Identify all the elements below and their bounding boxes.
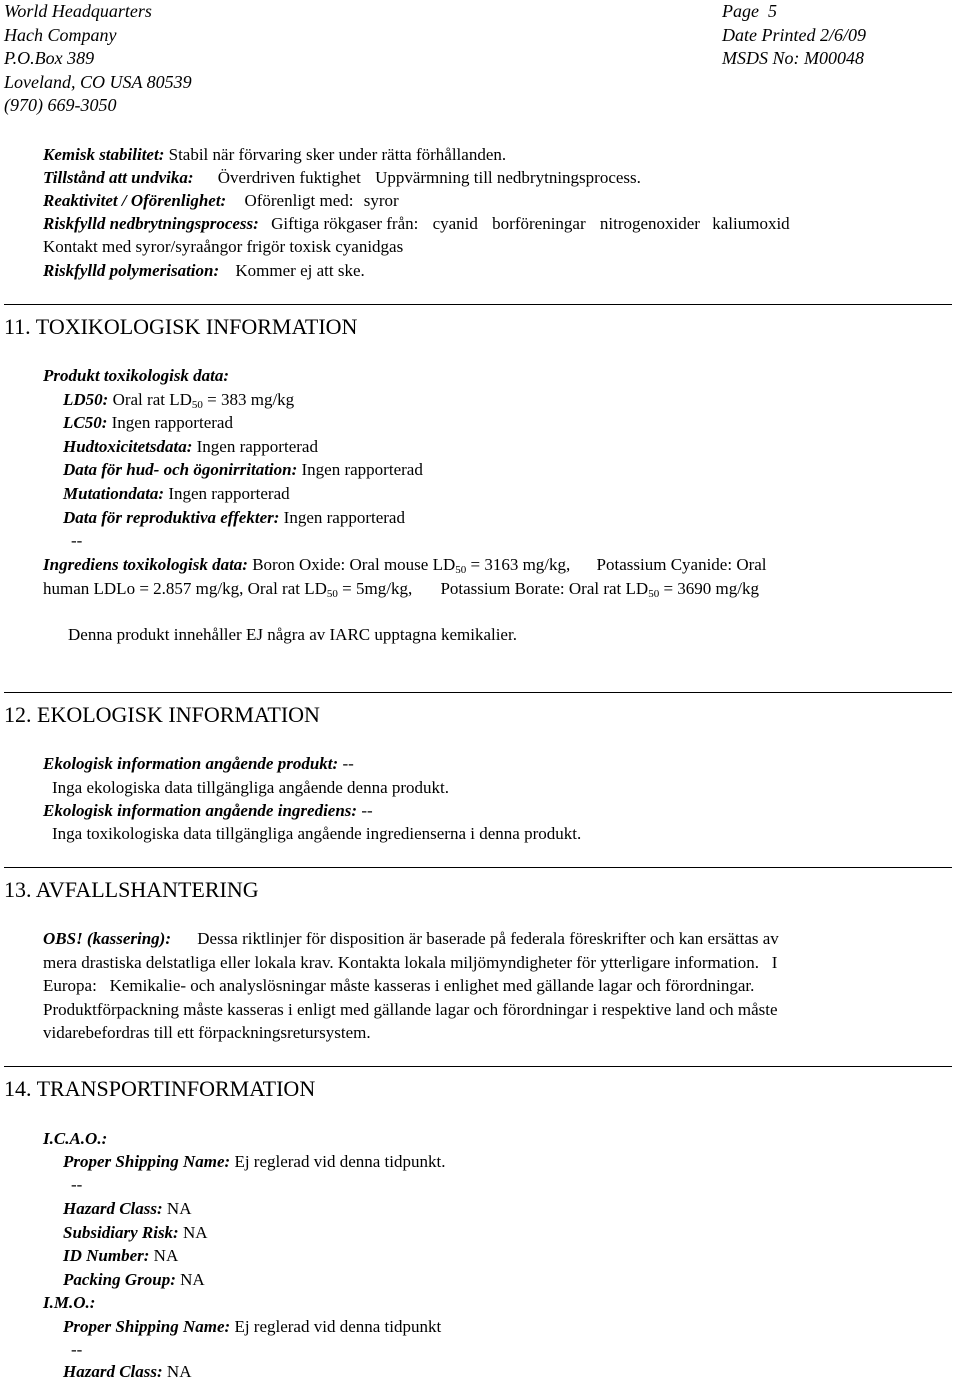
company-line-5: (970) 669-3050 [4, 95, 117, 115]
avoid-value-2: Uppvärmning till nedbrytningsprocess. [375, 168, 641, 187]
icao-label: I.C.A.O.: [43, 1129, 108, 1148]
eco-product-text: Inga ekologiska data tillgängliga angående denna produkt. [52, 778, 450, 797]
ld50-label: LD50: [63, 390, 109, 409]
irrit-label: Data för hud- och ögonirritation: [63, 460, 298, 479]
icao-id-label: ID Number: [63, 1246, 150, 1265]
icao-packing-value: NA [180, 1270, 205, 1289]
irrit-value: Ingen rapporterad [301, 460, 423, 479]
avoid-value-1: Överdriven fuktighet [217, 168, 361, 187]
msds-number: MSDS No: M00048 [722, 48, 864, 68]
imo-psn-line [63, 1315, 441, 1339]
imo-psn-label: Proper Shipping Name: [63, 1317, 231, 1336]
obs-label: OBS! (kassering): [43, 929, 171, 948]
hud-line [63, 435, 318, 459]
imo-hazard-label: Hazard Class: [63, 1362, 163, 1381]
company-line-2: Hach Company [4, 24, 117, 45]
disposal-line-2: mera drastiska delstatliga eller lokala krav. Kontakta lokala miljömyndigheter för ytterligare information. I [43, 953, 778, 972]
ld50-pre: Oral rat LD [112, 390, 192, 409]
eco-product-label: Ekologisk information angående produkt: [43, 754, 339, 773]
polymer-line [43, 259, 365, 283]
decomp-value-3: borföreningar [492, 214, 586, 233]
section-14-heading: 14. TRANSPORTINFORMATION [4, 1076, 316, 1101]
disposal-line-4: Produktförpackning måste kasseras i enligt med gällande lagar och förordningar i respektive land och måste [43, 1000, 778, 1019]
disposal-line-3: Europa: Kemikalie- och analyslösningar måste kasseras i enlighet med gällande lagar och förordningar. [43, 976, 755, 995]
ld50-line [63, 388, 294, 412]
decomp-line [43, 212, 790, 236]
company-line-3: P.O.Box 389 [4, 48, 95, 68]
lc50-value: Ingen rapporterad [111, 413, 233, 432]
obs-line-1 [43, 927, 779, 951]
icao-hazard-line [63, 1197, 191, 1221]
imo-label: I.M.O.: [43, 1293, 96, 1312]
reactivity-value-2: syror [363, 191, 399, 210]
company-line-1: World Headquarters [4, 1, 152, 21]
icao-hazard-label: Hazard Class: [63, 1199, 163, 1218]
eco-ingr-text: Inga toxikologiska data tillgängliga angående ingredienserna i denna produkt. [52, 824, 582, 843]
polymer-label: Riskfylld polymerisation: [43, 261, 220, 280]
repro-label: Data för reproduktiva effekter: [63, 508, 280, 527]
date-printed: Date Printed 2/6/09 [722, 24, 866, 45]
mut-label: Mutationdata: [63, 484, 165, 503]
mut-line [63, 482, 290, 506]
icao-dashes: -- [71, 1175, 83, 1194]
imo-psn-value: Ej reglerad vid denna tidpunkt [234, 1317, 442, 1336]
iarc-line: Denna produkt innehåller EJ några av IARC upptagna kemikalier. [68, 625, 517, 644]
icao-psn-value: Ej reglerad vid denna tidpunkt. [234, 1152, 446, 1171]
eco-product-dash: -- [342, 754, 354, 773]
reactivity-line [43, 189, 399, 213]
icao-psn-line [63, 1150, 445, 1174]
divider-4 [4, 1066, 952, 1067]
icao-packing-label: Packing Group: [63, 1270, 176, 1289]
ingr-tox-p7: = 3690 mg/kg [663, 579, 759, 598]
icao-hazard-value: NA [166, 1199, 192, 1218]
decomp-value-5: kaliumoxid [712, 214, 790, 233]
polymer-value: Kommer ej att ske. [235, 261, 365, 280]
icao-packing-line [63, 1268, 205, 1292]
icao-subsid-line [63, 1221, 208, 1245]
ld50-post: = 383 mg/kg [207, 390, 295, 409]
eco-ingr-line [43, 799, 373, 823]
irrit-line [63, 458, 423, 482]
ingr-tox-p3: Potassium Cyanide: Oral [596, 555, 767, 574]
ingr-sub-2: 50 [326, 588, 338, 600]
ingr-tox-p1: Boron Oxide: Oral mouse LD [252, 555, 456, 574]
stability-line [43, 143, 506, 167]
repro-value: Ingen rapporterad [283, 508, 405, 527]
stability-value: Stabil när förvaring sker under rätta förhållanden. [168, 145, 507, 164]
divider-2 [4, 692, 952, 693]
decomp-value-1: Giftiga rökgaser från: [271, 214, 419, 233]
section-13-heading: 13. AVFALLSHANTERING [4, 877, 259, 902]
decomp-value-4: nitrogenoxider [599, 214, 700, 233]
stability-label: Kemisk stabilitet: [43, 145, 165, 164]
lc50-label: LC50: [63, 413, 108, 432]
page-number: Page 5 [722, 1, 777, 21]
decomp-value-2: cyanid [432, 214, 478, 233]
divider-3 [4, 867, 952, 868]
tox-dashes: -- [71, 531, 83, 550]
decomp-label: Riskfylld nedbrytningsprocess: [43, 214, 259, 233]
ingr-tox-line-2 [43, 577, 759, 601]
ingr-sub-1: 50 [455, 564, 467, 576]
icao-id-value: NA [153, 1246, 179, 1265]
imo-dashes: -- [71, 1340, 83, 1359]
icao-subsid-value: NA [182, 1223, 208, 1242]
ingr-sub-3: 50 [648, 588, 660, 600]
contact-line: Kontakt med syror/syraångor frigör toxisk cyanidgas [43, 237, 404, 256]
divider-1 [4, 304, 952, 305]
ingr-tox-p4: human LDLo = 2.857 mg/kg, Oral rat LD [43, 579, 327, 598]
section-12-heading: 12. EKOLOGISK INFORMATION [4, 702, 320, 727]
icao-subsid-label: Subsidiary Risk: [63, 1223, 179, 1242]
reactivity-label: Reaktivitet / Oförenlighet: [43, 191, 227, 210]
icao-psn-label: Proper Shipping Name: [63, 1152, 231, 1171]
ld50-subscript: 50 [191, 399, 203, 411]
eco-product-line [43, 752, 354, 776]
avoid-line [43, 166, 641, 190]
ingr-tox-p5: = 5mg/kg, [342, 579, 413, 598]
eco-ingr-label: Ekologisk information angående ingrediens: [43, 801, 358, 820]
ingr-tox-label: Ingrediens toxikologisk data: [43, 555, 248, 574]
reactivity-value-1: Oförenligt med: [244, 191, 354, 210]
imo-hazard-line [63, 1360, 191, 1384]
eco-ingr-dash: -- [361, 801, 373, 820]
disposal-line-5: vidarebefordras till ett förpackningsretursystem. [43, 1023, 371, 1042]
lc50-line [63, 411, 233, 435]
header-left [4, 0, 192, 118]
disposal-line-1: Dessa riktlinjer för disposition är baserade på federala föreskrifter och kan ersättas av [197, 929, 779, 948]
product-tox-label: Produkt toxikologisk data: [43, 366, 230, 385]
repro-line [63, 506, 405, 530]
ingr-tox-line-1 [43, 553, 767, 577]
section-11-heading: 11. TOXIKOLOGISK INFORMATION [4, 314, 358, 339]
ingr-tox-p6: Potassium Borate: Oral rat LD [440, 579, 649, 598]
icao-id-line [63, 1244, 178, 1268]
company-line-4: Loveland, CO USA 80539 [4, 71, 192, 92]
avoid-label: Tillstånd att undvika: [43, 168, 194, 187]
hud-value: Ingen rapporterad [196, 437, 318, 456]
imo-hazard-value: NA [166, 1362, 192, 1381]
ingr-tox-p2: = 3163 mg/kg, [470, 555, 571, 574]
mut-value: Ingen rapporterad [168, 484, 290, 503]
header-right [722, 0, 866, 71]
hud-label: Hudtoxicitetsdata: [63, 437, 193, 456]
